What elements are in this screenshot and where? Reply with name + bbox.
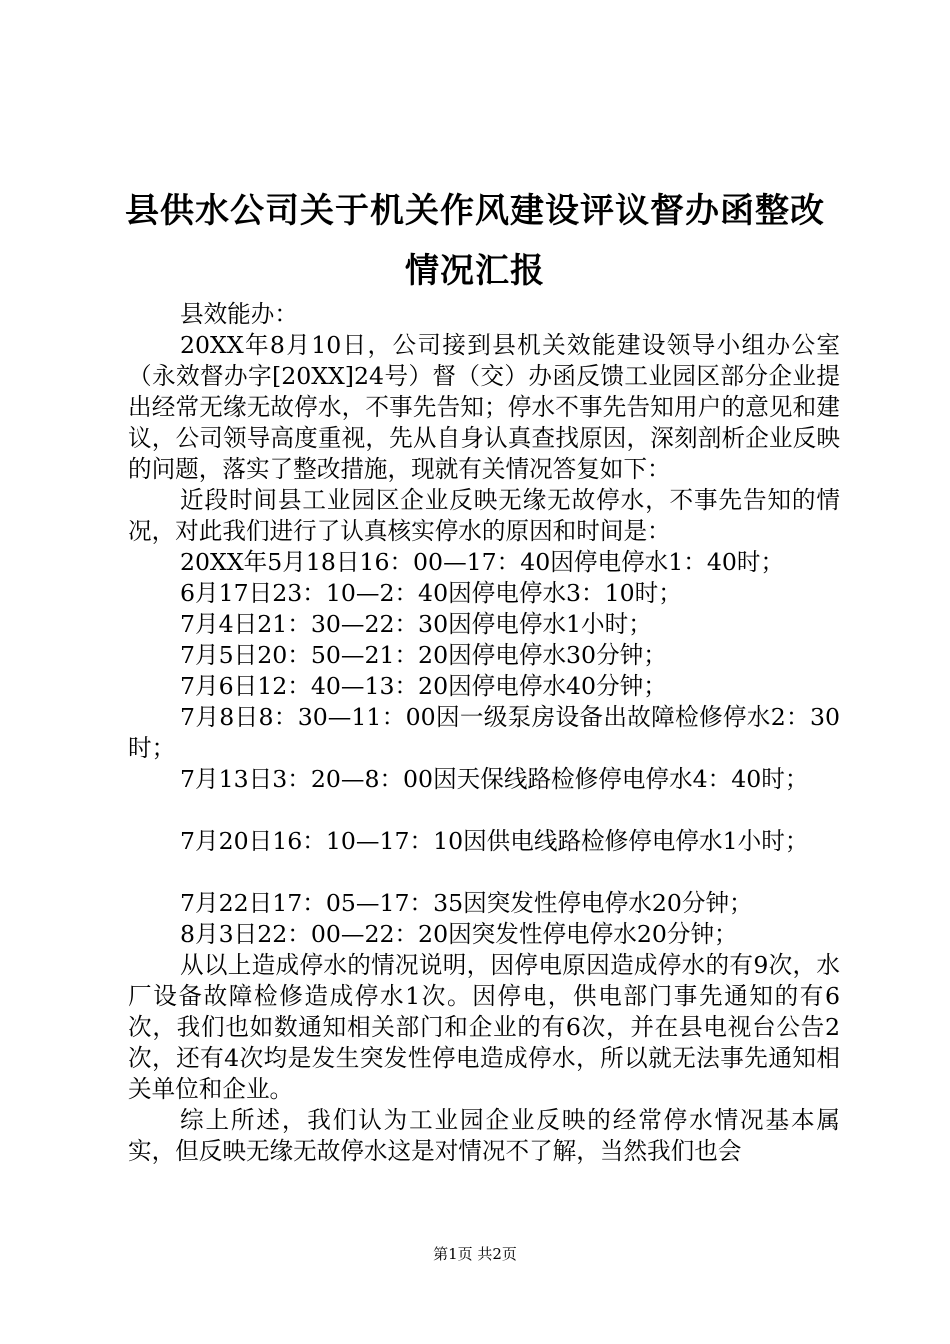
page-footer: 第1页 共2页 xyxy=(433,1245,517,1263)
paragraph-summary: 从以上造成停水的情况说明，因停电原因造成停水的有9次，水厂设备故障检修造成停水1次。因停电，供电部门事先通知的有6次，我们也如数通知相关部门和企业的有6次，并在县电视台公告2次，还有4次均是发生突发性停电造成停水，所以就无法事先通知相关单位和企业。 xyxy=(128,951,840,1103)
outage-item: 7月22日17：05—17：35因突发性停电停水20分钟； xyxy=(180,889,753,917)
outage-item: 20XX年5月18日16：00—17：40因停电停水1：40时； xyxy=(180,548,785,576)
document-title-line-2: 情况汇报 xyxy=(405,251,545,291)
spacer xyxy=(128,795,840,826)
outage-item: 7月20日16：10—17：10因供电线路检修停电停水1小时； xyxy=(180,827,809,855)
spacer xyxy=(128,857,840,888)
outage-item: 7月5日20：50—21：20因停电停水30分钟； xyxy=(180,641,667,669)
document-body xyxy=(128,299,840,1167)
paragraph-findings: 近段时间县工业园区企业反映无缘无故停水，不事先告知的情况，对此我们进行了认真核实停水的原因和时间是： xyxy=(128,486,840,545)
outage-item: 7月8日8：30—11：00因一级泵房设备出故障检修停水2：30时； xyxy=(128,703,840,762)
salutation: 县效能办： xyxy=(180,300,298,328)
outage-item: 8月3日22：00—22：20因突发性停电停水20分钟； xyxy=(180,920,738,948)
paragraph-intro: 20XX年8月10日，公司接到县机关效能建设领导小组办公室（永效督办字[20XX]24号）督（交）办函反馈工业园区部分企业提出经常无缘无故停水，不事先告知；停水不事先告知用户的意见和建议，公司领导高度重视，先从自身认真查找原因，深刻剖析企业反映的问题，落实了整改措施，现就有关情况答复如下： xyxy=(128,331,840,483)
document-title-line-1: 县供水公司关于机关作风建设评议督办函整改 xyxy=(125,191,825,231)
outage-item: 6月17日23：10—2：40因停电停水3：10时； xyxy=(180,579,682,607)
outage-item: 7月13日3：20—8：00因天保线路检修停电停水4：40时； xyxy=(180,765,809,793)
paragraph-conclusion: 综上所述，我们认为工业园企业反映的经常停水情况基本属实，但反映无缘无故停水这是对情况不了解，当然我们也会 xyxy=(128,1106,840,1165)
outage-item: 7月6日12：40—13：20因停电停水40分钟； xyxy=(180,672,667,700)
outage-item: 7月4日21：30—22：30因停电停水1小时； xyxy=(180,610,652,638)
